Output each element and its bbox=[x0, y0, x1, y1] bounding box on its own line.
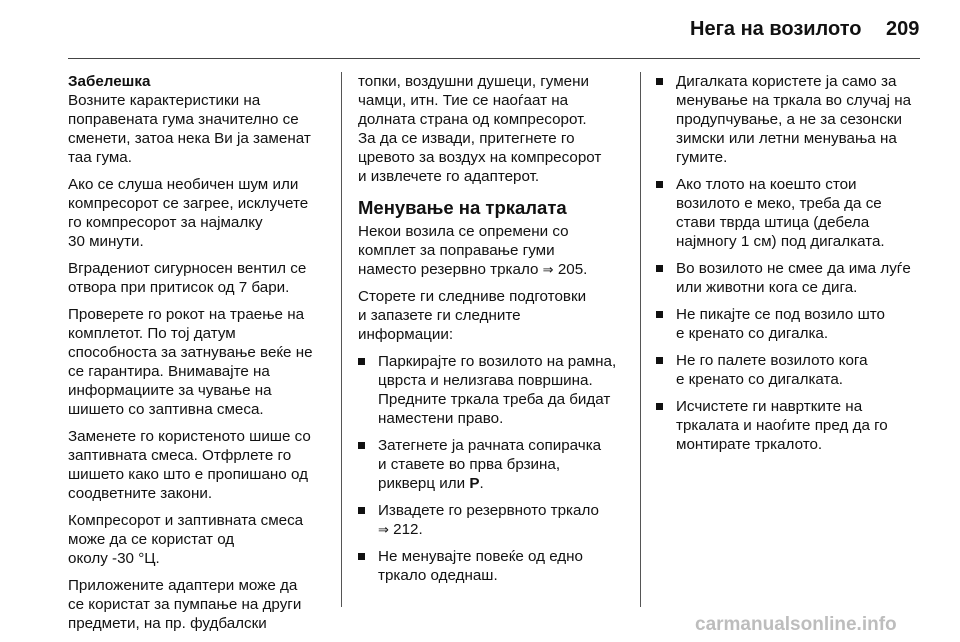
list-item-text: Извадете го резервното тркало bbox=[378, 502, 599, 519]
reference-arrow-icon: ⇒ bbox=[542, 262, 554, 277]
column-divider-1 bbox=[341, 72, 342, 607]
preparation-list bbox=[358, 352, 634, 585]
paragraph: Вградениот сигурносен вентил се отвора при притисок од 7 бари. bbox=[68, 260, 307, 296]
square-bullet-icon bbox=[358, 442, 365, 449]
paragraph: Проверете го рокот на траење на комплетот. По тој датум способноста за затнување веќе не се гарантира. Внимавајте на информациите за чување на шишето со заптивна смеса. bbox=[68, 306, 313, 418]
square-bullet-icon bbox=[358, 358, 365, 365]
list-item bbox=[358, 352, 634, 428]
list-item-text: Паркирајте го возилото на рамна, цврста и нелизгава површина. Предните тркала треба да бидат наместени право. bbox=[378, 353, 617, 427]
note-block bbox=[68, 72, 336, 167]
list-item-text: Не менувајте повеќе од едно тркало одеднаш. bbox=[378, 548, 584, 584]
header-rule bbox=[68, 58, 920, 59]
reference-arrow-icon: ⇒ bbox=[378, 522, 389, 537]
list-item-end: . bbox=[479, 475, 484, 492]
square-bullet-icon bbox=[656, 265, 663, 272]
list-item-text: Исчистете ги навртките на тркалата и наоѓите пред да го монтирате тркалото. bbox=[676, 398, 888, 453]
note-title: Забелешка bbox=[68, 73, 151, 90]
list-item bbox=[656, 175, 928, 251]
square-bullet-icon bbox=[656, 78, 663, 85]
list-item bbox=[656, 305, 928, 343]
list-item-text: Не го палете возилото кога е кренато со дигалката. bbox=[676, 352, 868, 388]
column-1 bbox=[68, 72, 336, 641]
list-item bbox=[656, 397, 928, 454]
page-reference-link[interactable]: 212. bbox=[393, 521, 423, 538]
column-3 bbox=[656, 72, 928, 462]
page-number: 209 bbox=[886, 18, 920, 40]
list-item-text: Затегнете ја рачната сопирачка и ставете во прва брзина, рикверц или bbox=[378, 437, 602, 492]
list-item-text: Ако тлото на коешто стои возилото е меко, треба да се стави тврда штица (дебела најмногу 1 см) под дигалката. bbox=[676, 176, 885, 250]
list-item bbox=[656, 72, 928, 167]
paragraph: Заменете го користеното шише со заптивната смеса. Отфрлете го шишето како што е пропишано од соодветните закони. bbox=[68, 428, 311, 502]
page-header-title: Нега на возилото bbox=[690, 18, 862, 40]
paragraph bbox=[358, 222, 634, 279]
list-item bbox=[358, 547, 634, 585]
paragraph: Сторете ги следниве подготовки и запазете ги следните информации: bbox=[358, 288, 587, 343]
watermark: carmanualsonline.info bbox=[695, 614, 897, 635]
paragraph-text: Некои возила се опремени со комплет за поправање гуми наместо резервно тркало bbox=[358, 223, 569, 278]
list-item-text: Не пикајте се под возило што е кренато со дигалка. bbox=[676, 306, 886, 342]
list-item bbox=[656, 351, 928, 389]
list-item-text: Дигалката користете ја само за менување на тркала во случај на продупчување, а не за сезонски зимски или летни менувања на гумите. bbox=[676, 73, 912, 166]
list-item-text: Во возилото не смее да има луѓе или животни кога се дига. bbox=[676, 260, 911, 296]
square-bullet-icon bbox=[656, 403, 663, 410]
square-bullet-icon bbox=[656, 311, 663, 318]
jack-safety-list bbox=[656, 72, 928, 454]
list-item bbox=[358, 501, 634, 539]
list-item bbox=[358, 436, 634, 493]
gear-symbol: P bbox=[469, 475, 480, 492]
list-item bbox=[656, 259, 928, 297]
paragraph: Компресорот и заптивната смеса може да се користат од околу -30 °Ц. bbox=[68, 512, 304, 567]
note-text: Возните карактеристики на поправената гума значително се сменети, затоа нека Ви ја заменат таа гума. bbox=[68, 92, 311, 166]
square-bullet-icon bbox=[358, 553, 365, 560]
column-divider-2 bbox=[640, 72, 641, 607]
square-bullet-icon bbox=[656, 181, 663, 188]
page-reference-link[interactable]: 205. bbox=[557, 261, 588, 278]
paragraph: Приложените адаптери може да се користат за пумпање на други предмети, на пр. фудбалски bbox=[68, 577, 302, 632]
column-2 bbox=[358, 72, 634, 593]
square-bullet-icon bbox=[358, 507, 365, 514]
section-title: Менување на тркалата bbox=[358, 197, 567, 218]
paragraph: Ако се слуша необичен шум или компресорот се загрее, исклучете го компресорот за најмалку 30 минути. bbox=[68, 176, 309, 250]
paragraph: топки, воздушни душеци, гумени чамци, итн. Тие се наоѓаат на долната страна од компресорот. За да се извади, притегнете го цревото за воздух на компресорот и извлечете го адаптерот. bbox=[358, 73, 602, 185]
square-bullet-icon bbox=[656, 357, 663, 364]
